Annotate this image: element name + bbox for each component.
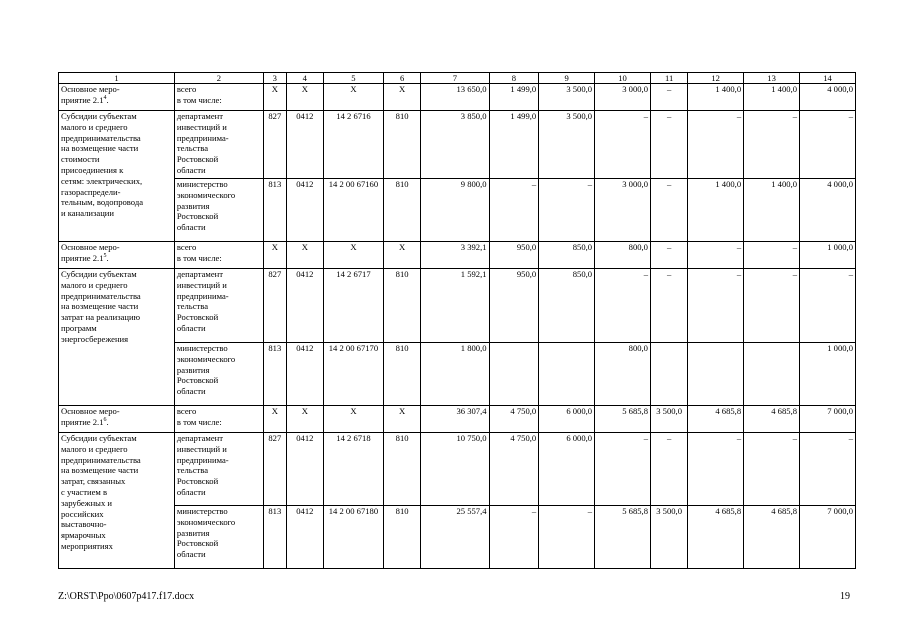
footnote-marker: 5 xyxy=(103,252,107,259)
value-cell-c8: 1 499,0 xyxy=(489,111,539,179)
value-cell-c8: – xyxy=(489,506,539,569)
value-cell-c11: 3 500,0 xyxy=(650,506,687,569)
value-cell-c5: 14 2 6716 xyxy=(323,111,383,179)
value-cell-c3: 827 xyxy=(263,433,286,506)
value-cell-c6: 810 xyxy=(383,433,420,506)
footer-file-path: Z:\ORST\Ppo\0607p417.f17.docx xyxy=(58,591,195,602)
value-cell-c5: 14 2 00 67180 xyxy=(323,506,383,569)
value-cell-c12: 1 400,0 xyxy=(688,179,744,242)
activity-name-cell xyxy=(59,84,175,111)
executor-cell: министерство экономического развития Ростовской области xyxy=(174,506,263,569)
activity-name-line2 xyxy=(61,417,172,428)
value-cell-c5: Х xyxy=(323,242,383,269)
value-cell-c10: 5 685,8 xyxy=(595,506,651,569)
value-cell-c9: 850,0 xyxy=(539,242,595,269)
column-number-11: 11 xyxy=(650,73,687,84)
value-cell-c12: – xyxy=(688,111,744,179)
value-cell-c9: – xyxy=(539,506,595,569)
value-cell-c10: – xyxy=(595,269,651,343)
value-cell-c6: Х xyxy=(383,242,420,269)
executor-cell: департамент инвестиций и предпринима- тельства Ростовской области xyxy=(174,269,263,343)
value-cell-c3: 813 xyxy=(263,343,286,406)
value-cell-c5: 14 2 6718 xyxy=(323,433,383,506)
table-row xyxy=(59,269,856,343)
period: . xyxy=(106,416,109,427)
value-cell-c4: 0412 xyxy=(286,506,323,569)
activity-name-line2 xyxy=(61,95,172,106)
activity-number: приятие 2.1 xyxy=(61,252,104,263)
value-cell-c14: 7 000,0 xyxy=(800,406,856,433)
value-cell-c3: 827 xyxy=(263,269,286,343)
activity-description-cell: Субсидии субъектам малого и среднего предпринимательства на возмещение части затрат, связанных с участием в зарубежных и российских выставочно- ярмарочных мероприятиях xyxy=(59,433,175,569)
value-cell-c12: – xyxy=(688,433,744,506)
value-cell-c9: 3 500,0 xyxy=(539,84,595,111)
value-cell-c3: 813 xyxy=(263,179,286,242)
value-cell-c13: – xyxy=(744,242,800,269)
value-cell-c14: – xyxy=(800,111,856,179)
value-cell-c3: 827 xyxy=(263,111,286,179)
value-cell-c13: 1 400,0 xyxy=(744,179,800,242)
value-cell-c8: 950,0 xyxy=(489,269,539,343)
executor-cell: всего в том числе: xyxy=(174,242,263,269)
column-number-7: 7 xyxy=(421,73,489,84)
value-cell-c9: 6 000,0 xyxy=(539,406,595,433)
value-cell-c9: 6 000,0 xyxy=(539,433,595,506)
executor-cell: министерство экономического развития Ростовской области xyxy=(174,343,263,406)
page-number: 19 xyxy=(840,591,850,602)
value-cell-c10: – xyxy=(595,433,651,506)
activity-name-line1: Основное меро- xyxy=(61,84,120,94)
footnote-marker: 6 xyxy=(103,416,107,423)
value-cell-c8: 4 750,0 xyxy=(489,433,539,506)
value-cell-c6: Х xyxy=(383,406,420,433)
column-number-12: 12 xyxy=(688,73,744,84)
value-cell-c4: Х xyxy=(286,84,323,111)
table-row xyxy=(59,111,856,179)
executor-cell: министерство экономического развития Ростовской области xyxy=(174,179,263,242)
value-cell-c9: 3 500,0 xyxy=(539,111,595,179)
value-cell-c12: 4 685,8 xyxy=(688,406,744,433)
table-row xyxy=(59,506,856,569)
value-cell-c5: 14 2 00 67160 xyxy=(323,179,383,242)
value-cell-c13: – xyxy=(744,111,800,179)
table-row xyxy=(59,84,856,111)
value-cell-c7: 10 750,0 xyxy=(421,433,489,506)
value-cell-c7: 36 307,4 xyxy=(421,406,489,433)
column-number-1: 1 xyxy=(59,73,175,84)
value-cell-c9 xyxy=(539,343,595,406)
value-cell-c14: 1 000,0 xyxy=(800,343,856,406)
value-cell-c8: – xyxy=(489,179,539,242)
value-cell-c7: 3 392,1 xyxy=(421,242,489,269)
value-cell-c6: 810 xyxy=(383,343,420,406)
value-cell-c4: 0412 xyxy=(286,343,323,406)
value-cell-c11: 3 500,0 xyxy=(650,406,687,433)
value-cell-c12: 1 400,0 xyxy=(688,84,744,111)
table-row xyxy=(59,242,856,269)
budget-table xyxy=(58,72,856,569)
value-cell-c6: 810 xyxy=(383,179,420,242)
value-cell-c4: 0412 xyxy=(286,111,323,179)
value-cell-c10: 3 000,0 xyxy=(595,179,651,242)
value-cell-c13: – xyxy=(744,433,800,506)
executor-cell: всего в том числе: xyxy=(174,406,263,433)
activity-description-cell: Субсидии субъектам малого и среднего предпринимательства на возмещение части затрат на реализацию программ энергосбережения xyxy=(59,269,175,406)
value-cell-c3: Х xyxy=(263,406,286,433)
value-cell-c12: – xyxy=(688,242,744,269)
column-number-4: 4 xyxy=(286,73,323,84)
executor-cell: департамент инвестиций и предпринима- тельства Ростовской области xyxy=(174,111,263,179)
value-cell-c6: 810 xyxy=(383,506,420,569)
table-header-row xyxy=(59,73,856,84)
value-cell-c11 xyxy=(650,343,687,406)
footnote-marker: 4 xyxy=(103,94,107,101)
table-row xyxy=(59,406,856,433)
column-number-10: 10 xyxy=(595,73,651,84)
value-cell-c14: 7 000,0 xyxy=(800,506,856,569)
value-cell-c13: 4 685,8 xyxy=(744,506,800,569)
value-cell-c8: 950,0 xyxy=(489,242,539,269)
table-row xyxy=(59,179,856,242)
column-number-3: 3 xyxy=(263,73,286,84)
value-cell-c14: 4 000,0 xyxy=(800,84,856,111)
executor-cell: всего в том числе: xyxy=(174,84,263,111)
value-cell-c5: Х xyxy=(323,406,383,433)
executor-cell: департамент инвестиций и предпринима- тельства Ростовской области xyxy=(174,433,263,506)
period: . xyxy=(106,94,109,105)
table-row xyxy=(59,433,856,506)
value-cell-c6: Х xyxy=(383,84,420,111)
column-number-2: 2 xyxy=(174,73,263,84)
value-cell-c11: – xyxy=(650,242,687,269)
value-cell-c8: 1 499,0 xyxy=(489,84,539,111)
value-cell-c4: Х xyxy=(286,242,323,269)
value-cell-c6: 810 xyxy=(383,269,420,343)
value-cell-c3: Х xyxy=(263,84,286,111)
value-cell-c7: 9 800,0 xyxy=(421,179,489,242)
table-row xyxy=(59,343,856,406)
value-cell-c7: 3 850,0 xyxy=(421,111,489,179)
column-number-14: 14 xyxy=(800,73,856,84)
value-cell-c12 xyxy=(688,343,744,406)
value-cell-c9: – xyxy=(539,179,595,242)
value-cell-c9: 850,0 xyxy=(539,269,595,343)
value-cell-c11: – xyxy=(650,111,687,179)
value-cell-c10: 3 000,0 xyxy=(595,84,651,111)
value-cell-c14: – xyxy=(800,269,856,343)
activity-name-line1: Основное меро- xyxy=(61,406,120,416)
value-cell-c13: – xyxy=(744,269,800,343)
period: . xyxy=(106,252,109,263)
value-cell-c12: 4 685,8 xyxy=(688,506,744,569)
value-cell-c11: – xyxy=(650,84,687,111)
value-cell-c3: 813 xyxy=(263,506,286,569)
column-number-6: 6 xyxy=(383,73,420,84)
value-cell-c5: Х xyxy=(323,84,383,111)
value-cell-c3: Х xyxy=(263,242,286,269)
value-cell-c10: 800,0 xyxy=(595,343,651,406)
value-cell-c14: – xyxy=(800,433,856,506)
activity-description-cell: Субсидии субъектам малого и среднего предпринимательства на возмещение части стоимости присоединения к сетям: электрических, газораспредели- тельным, водопровода и канализации xyxy=(59,111,175,242)
column-number-5: 5 xyxy=(323,73,383,84)
activity-name-line1: Основное меро- xyxy=(61,242,120,252)
value-cell-c8 xyxy=(489,343,539,406)
value-cell-c4: Х xyxy=(286,406,323,433)
activity-name-cell xyxy=(59,406,175,433)
value-cell-c7: 1 592,1 xyxy=(421,269,489,343)
value-cell-c7: 13 650,0 xyxy=(421,84,489,111)
value-cell-c11: – xyxy=(650,433,687,506)
value-cell-c6: 810 xyxy=(383,111,420,179)
value-cell-c13: 4 685,8 xyxy=(744,406,800,433)
value-cell-c4: 0412 xyxy=(286,433,323,506)
value-cell-c13 xyxy=(744,343,800,406)
value-cell-c4: 0412 xyxy=(286,179,323,242)
column-number-8: 8 xyxy=(489,73,539,84)
column-number-9: 9 xyxy=(539,73,595,84)
value-cell-c14: 1 000,0 xyxy=(800,242,856,269)
value-cell-c11: – xyxy=(650,179,687,242)
activity-number: приятие 2.1 xyxy=(61,416,104,427)
value-cell-c8: 4 750,0 xyxy=(489,406,539,433)
activity-name-cell xyxy=(59,242,175,269)
value-cell-c5: 14 2 00 67170 xyxy=(323,343,383,406)
value-cell-c7: 25 557,4 xyxy=(421,506,489,569)
value-cell-c13: 1 400,0 xyxy=(744,84,800,111)
activity-number: приятие 2.1 xyxy=(61,94,104,105)
value-cell-c10: 800,0 xyxy=(595,242,651,269)
column-number-13: 13 xyxy=(744,73,800,84)
value-cell-c10: 5 685,8 xyxy=(595,406,651,433)
value-cell-c11: – xyxy=(650,269,687,343)
value-cell-c10: – xyxy=(595,111,651,179)
value-cell-c7: 1 800,0 xyxy=(421,343,489,406)
value-cell-c5: 14 2 6717 xyxy=(323,269,383,343)
value-cell-c4: 0412 xyxy=(286,269,323,343)
activity-name-line2 xyxy=(61,253,172,264)
value-cell-c12: – xyxy=(688,269,744,343)
value-cell-c14: 4 000,0 xyxy=(800,179,856,242)
